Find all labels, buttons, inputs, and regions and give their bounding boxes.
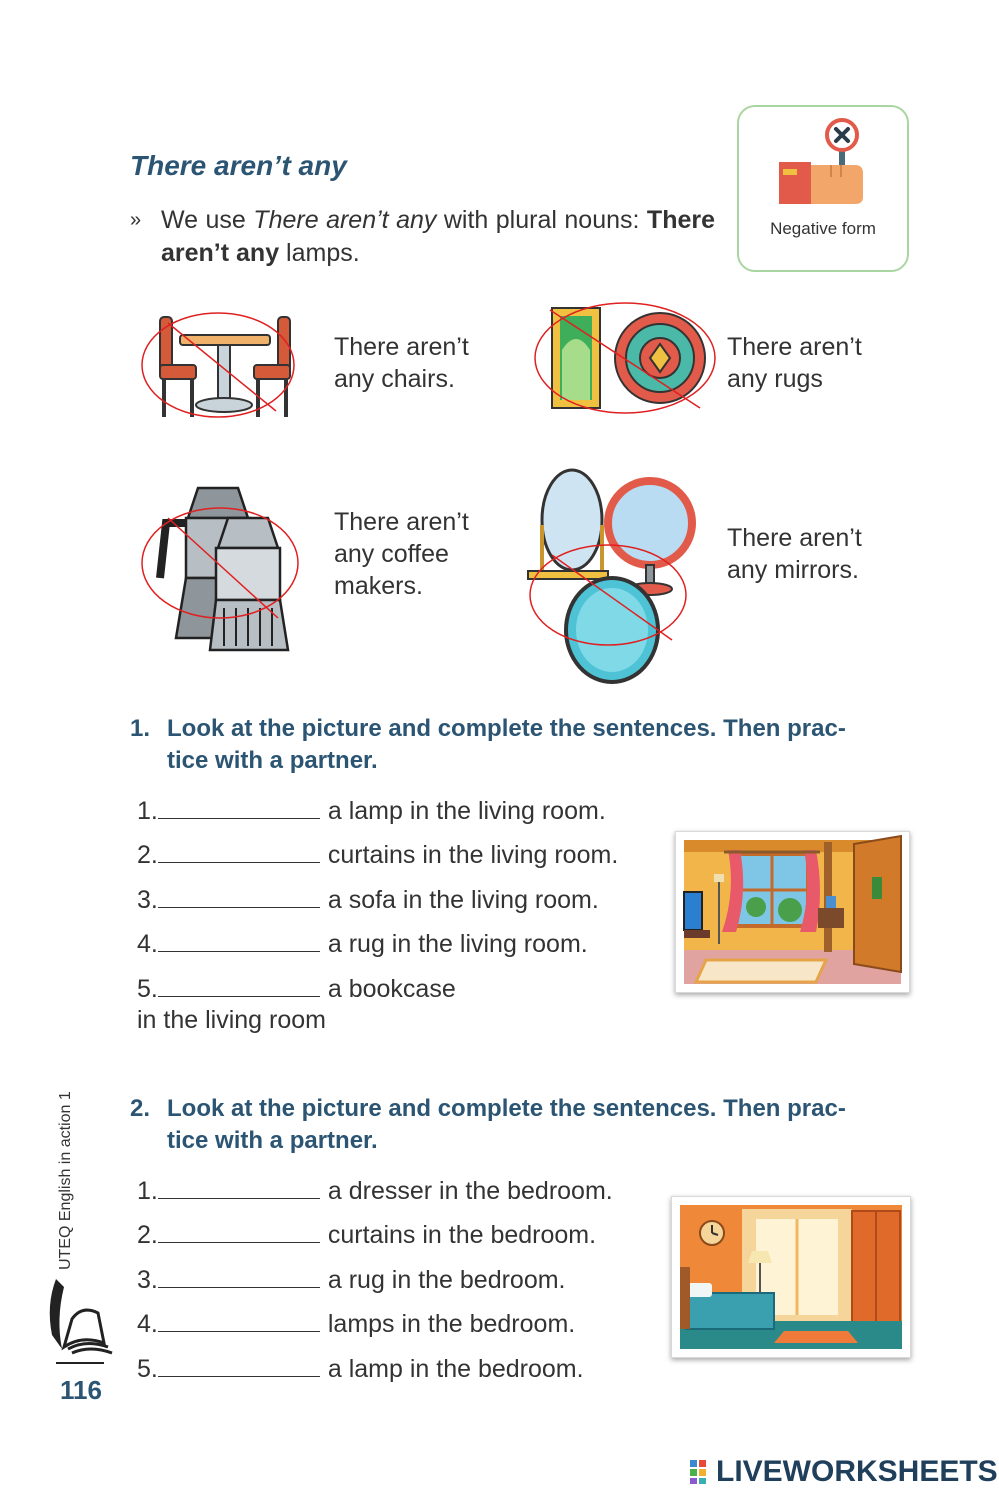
answer-blank[interactable] [158, 929, 320, 952]
rule-text-3: lamps. [279, 239, 360, 267]
exercise-1-line-2: tice with a partner. [167, 747, 378, 774]
rule-example-bold: There aren’t any [161, 206, 716, 267]
caption-line: There aren’t [727, 524, 862, 552]
rule-text-1: We use [161, 206, 254, 234]
exercise-1-item-4 [137, 929, 588, 959]
item-text: a rug in the bedroom. [327, 1266, 566, 1294]
exercise-2-item-4 [137, 1309, 575, 1339]
liveworksheets-logo[interactable] [690, 1455, 998, 1489]
example-coffee-caption [334, 506, 469, 602]
answer-blank[interactable] [158, 1220, 320, 1243]
rule-text-2: with plural nouns: [436, 206, 647, 234]
liveworksheets-grid-icon [690, 1458, 716, 1484]
exercise-1-instruction [130, 713, 920, 777]
item-number: 1. [137, 1177, 158, 1205]
exercise-2-item-1 [137, 1176, 613, 1206]
bedroom-photo [671, 1196, 911, 1358]
grammar-rule [130, 204, 715, 270]
item-text: a bookcase [327, 975, 456, 1003]
crossed-rugs-icon [530, 298, 720, 423]
brand-name: LIVEWORKSHEETS [716, 1455, 998, 1488]
item-number: 5. [137, 1355, 158, 1383]
exercise-1-number: 1. [130, 715, 151, 742]
exercise-1-item-5 [137, 974, 456, 1004]
rule-emph: There aren’t any [253, 206, 437, 234]
exercise-1-item-5-continued: in the living room [137, 1006, 326, 1034]
exercise-2-line-2: tice with a partner. [167, 1127, 378, 1154]
exercise-1-item-2 [137, 840, 618, 870]
item-number: 2. [137, 841, 158, 869]
caption-line: There aren’t [334, 508, 469, 536]
example-rugs-caption [727, 331, 862, 395]
item-number: 1. [137, 797, 158, 825]
item-number: 4. [137, 930, 158, 958]
item-text: a dresser in the bedroom. [327, 1177, 613, 1205]
caption-line: There aren’t [334, 333, 469, 361]
answer-blank[interactable] [158, 1265, 320, 1288]
answer-blank[interactable] [158, 796, 320, 819]
caption-line: There aren’t [727, 333, 862, 361]
book-side-title: UTEQ English in action 1 [57, 1091, 74, 1270]
exercise-1-item-3 [137, 885, 599, 915]
exercise-2-line-1: Look at the picture and complete the sentences. Then prac- [167, 1095, 846, 1122]
answer-blank[interactable] [158, 840, 320, 863]
caption-line: any rugs [727, 365, 823, 393]
negative-form-badge [737, 105, 909, 272]
caption-line: any coffee [334, 540, 449, 568]
item-text: curtains in the living room. [327, 841, 619, 869]
crossed-coffee-makers-icon [138, 478, 303, 656]
item-number: 3. [137, 1266, 158, 1294]
rule-bullet: » [130, 209, 142, 231]
exercise-2-item-3 [137, 1265, 566, 1295]
item-text: curtains in the bedroom. [327, 1221, 597, 1249]
item-number: 3. [137, 886, 158, 914]
item-text: lamps in the bedroom. [327, 1310, 576, 1338]
answer-blank[interactable] [158, 1354, 320, 1377]
item-text: a rug in the living room. [327, 930, 588, 958]
hand-holding-cross-sign-icon [739, 107, 907, 217]
example-chairs-caption [334, 331, 469, 395]
living-room-photo [675, 831, 910, 993]
section-title: There aren’t any [130, 150, 347, 181]
living-room-illustration [676, 832, 909, 992]
exercise-2-number: 2. [130, 1095, 151, 1122]
open-book-logo-icon [42, 1275, 118, 1367]
item-number: 4. [137, 1310, 158, 1338]
answer-blank[interactable] [158, 1176, 320, 1199]
crossed-mirrors-icon [522, 465, 712, 687]
exercise-2-item-5 [137, 1354, 584, 1384]
item-text: a lamp in the living room. [327, 797, 606, 825]
item-text: a lamp in the bedroom. [327, 1355, 584, 1383]
exercise-2-item-2 [137, 1220, 596, 1250]
negative-form-label: Negative form [770, 219, 876, 238]
answer-blank[interactable] [158, 885, 320, 908]
answer-blank[interactable] [158, 1309, 320, 1332]
caption-line: any chairs. [334, 365, 455, 393]
caption-line: any mirrors. [727, 556, 859, 584]
item-number: 2. [137, 1221, 158, 1249]
bedroom-illustration [672, 1197, 910, 1357]
exercise-1-line-1: Look at the picture and complete the sentences. Then prac- [167, 715, 846, 742]
example-mirrors-caption [727, 522, 862, 586]
exercise-2-instruction [130, 1093, 920, 1157]
page-number: 116 [60, 1375, 102, 1405]
item-number: 5. [137, 975, 158, 1003]
item-text: a sofa in the living room. [327, 886, 599, 914]
crossed-chairs-table-icon [138, 305, 298, 425]
exercise-1-item-1 [137, 796, 606, 826]
answer-blank[interactable] [158, 974, 320, 997]
caption-line: makers. [334, 572, 423, 600]
